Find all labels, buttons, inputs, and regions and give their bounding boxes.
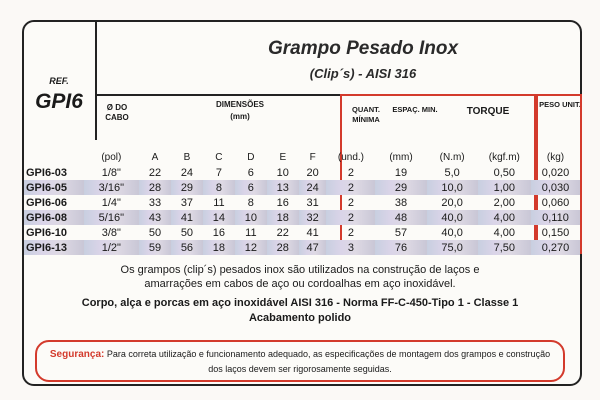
row-f: 31 [306,196,319,209]
row-f: 24 [299,180,327,195]
row-kgfm: 7,50 [478,240,531,255]
table-row [24,210,580,225]
row-kgfm: 4,00 [478,210,531,225]
row-nm: 40,0 [441,226,463,239]
description-line-1: Os grampos (clip´s) pesados inox são utilizados na construção de laços e [120,264,480,276]
table-row [24,225,580,240]
row-pol: 3/16" [84,180,139,195]
unit-cell: (pol) [101,152,122,163]
row-ref: GPI6-06 [26,196,67,209]
row-und: 3 [326,240,375,255]
row-f: 41 [306,226,319,239]
row-kg: 0,150 [541,226,570,239]
row-pol: 1/8" [101,166,121,179]
product-title: Grampo Pesado Inox [267,38,459,59]
row-d: 10 [235,210,267,225]
unit-cell: C [215,152,223,163]
row-kg: 0,270 [531,240,580,255]
row-d: 6 [235,180,267,195]
row-a: 43 [139,210,171,225]
row-mm: 29 [375,180,426,195]
row-c: 8 [203,180,235,195]
row-pol: 5/16" [84,210,139,225]
row-c: 18 [203,240,235,255]
row-b: 56 [171,240,203,255]
unit-cell: B [183,152,191,163]
row-kgfm: 2,00 [493,196,516,209]
row-mm: 38 [394,196,408,209]
table-row [24,165,580,180]
unit-cell: E [279,152,287,163]
row-a: 22 [148,166,162,179]
header-dimensions-unit: (mm) [230,112,250,121]
table-row [24,195,580,210]
row-a: 59 [139,240,171,255]
unit-cell: (kgf.m) [488,152,520,163]
row-e: 16 [276,196,289,209]
row-und: 2 [347,226,355,239]
unit-cell: D [247,152,255,163]
row-e: 22 [276,226,289,239]
row-d: 8 [247,196,254,209]
safety-notice [35,340,565,382]
row-c: 16 [212,226,226,239]
safety-text: Para correta utilização e funcionamento adequado, as especificações de montagem dos grampos e construção dos laços devem ser rigorosamente seguidas. [106,349,551,374]
row-kgfm: 4,00 [493,226,516,239]
row-e: 10 [276,166,289,179]
row-kg: 0,020 [541,166,570,179]
row-a: 28 [139,180,171,195]
unit-cell: (mm) [389,152,413,163]
row-pol: 1/2" [84,240,139,255]
row-mm: 19 [394,166,408,179]
safety-label: Segurança: [49,349,105,360]
row-nm: 75,0 [427,240,478,255]
row-kgfm: 1,00 [478,180,531,195]
row-b: 50 [180,226,194,239]
description-line-3: Corpo, alça e porcas em aço inoxidável AISI 316 - Norma FF-C-450-Tipo 1 - Classe 1 [81,297,519,309]
row-nm: 40,0 [427,210,478,225]
row-d: 11 [245,226,257,239]
row-b: 29 [171,180,203,195]
header-dimensions: DIMENSÕES [215,100,264,109]
row-und: 2 [347,166,355,179]
header-quantity: QUANT. MÍNIMA [352,105,380,124]
row-kgfm: 0,50 [493,166,516,179]
row-b: 41 [171,210,203,225]
row-c: 11 [213,196,225,209]
row-kg: 0,060 [541,196,570,209]
row-f: 47 [299,240,327,255]
row-ref: GPI6-13 [24,240,84,255]
unit-cell: (kg) [546,152,565,163]
row-pol: 1/4" [101,196,121,209]
row-ref: GPI6-08 [24,210,84,225]
row-ref: GPI6-03 [26,166,67,179]
row-und: 2 [326,180,375,195]
row-ref: GPI6-10 [26,226,67,239]
row-kg: 0,110 [531,210,580,225]
row-b: 37 [180,196,194,209]
unit-cell: A [151,152,159,163]
header-torque: TORQUE [466,106,510,117]
units-blank [24,150,84,165]
row-nm: 20,0 [441,196,463,209]
row-e: 13 [267,180,299,195]
table-row [24,180,580,195]
row-e: 28 [267,240,299,255]
unit-cell: (und.) [337,152,365,163]
row-d: 6 [247,166,254,179]
row-f: 32 [299,210,327,225]
row-a: 50 [148,226,162,239]
row-mm: 48 [375,210,426,225]
description-line-2: amarrações em cabos de aço ou cordoalhas em aço inoxidável. [144,278,456,290]
row-mm: 57 [394,226,408,239]
row-d: 12 [235,240,267,255]
row-pol: 3/8" [101,226,121,239]
row-nm: 10,0 [427,180,478,195]
unit-cell: F [309,152,316,163]
row-f: 20 [306,166,319,179]
row-und: 2 [326,210,375,225]
ref-code: GPI6 [35,90,83,113]
header-diameter: Ø DO CABO [105,103,129,122]
row-und: 2 [347,196,355,209]
row-e: 18 [267,210,299,225]
unit-cell: (N.m) [439,152,465,163]
row-nm: 5,0 [444,166,460,179]
description-line-4: Acabamento polido [248,312,352,324]
row-c: 7 [215,166,222,179]
row-kg: 0,030 [531,180,580,195]
product-subtitle: (Clip´s) - AISI 316 [309,66,417,81]
header-spacing: ESPAÇ. MIN. [392,105,438,114]
row-ref: GPI6-05 [24,180,84,195]
row-c: 14 [203,210,235,225]
row-a: 33 [148,196,162,209]
units-row [24,150,580,165]
table-row [24,240,580,255]
row-mm: 76 [375,240,426,255]
spec-table [24,150,580,255]
ref-label: REF. [49,76,69,86]
row-b: 24 [180,166,194,179]
header-weight: PESO UNIT. [539,100,581,109]
